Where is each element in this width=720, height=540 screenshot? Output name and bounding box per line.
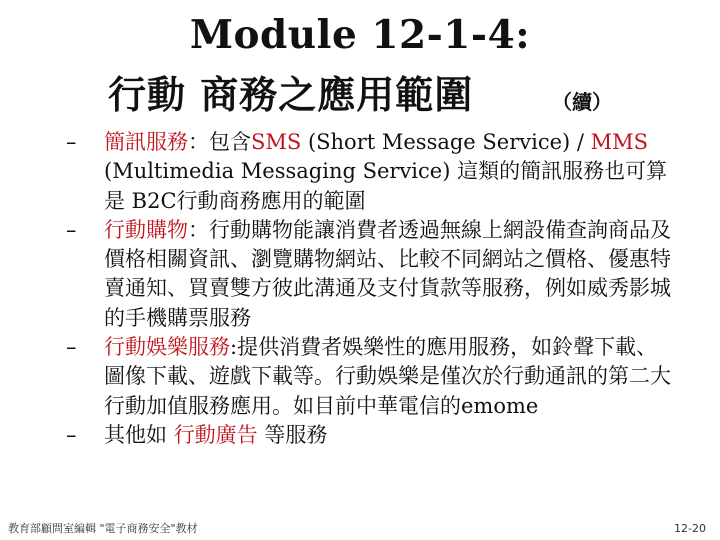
bullet-text: 其他如 <box>104 422 174 447</box>
bullet-keyword: 簡訊服務 <box>104 130 188 154</box>
keyword-mms: MMS <box>590 130 649 154</box>
bullet-keyword: 行動廣告 <box>173 422 258 447</box>
bullet-text: :提供消費者娛樂性的應用服務，如鈴聲下載、圖像下載、遊戲下載等。行動娛樂是僅次於行動通訊的第二大行動加值服務應用。如目前中華電信的emome <box>104 335 671 418</box>
bullet-dash: – <box>66 335 77 360</box>
bullet-text: (Short Message Service) / <box>301 130 591 154</box>
page-number: 12-20 <box>674 522 706 535</box>
bullet-mobile-entertainment <box>66 333 676 421</box>
bullet-sms <box>66 128 676 216</box>
bullet-text: ：行動購物能讓消費者透過無線上網設備查詢商品及價格相關資訊、瀏覽購物網站、比較不同網站之價格、優惠特賣通知、買賣雙方彼此溝通及支付貨款等服務，例如威秀影城的手機購票服務 <box>104 217 671 330</box>
bullet-mobile-shopping <box>66 216 676 333</box>
title-line-1: Module 12-1-4: <box>189 12 531 58</box>
bullet-dash: – <box>66 130 77 154</box>
bullet-text: (Multimedia Messaging Service) 這類的簡訊服務也可算是 B2C行動商務應用的範圍 <box>104 159 668 213</box>
keyword-sms: SMS <box>251 130 302 154</box>
bullet-text: ：包含 <box>188 130 251 154</box>
bullet-dash: – <box>66 422 77 447</box>
bullet-other <box>66 421 676 450</box>
bullet-dash: – <box>66 217 77 242</box>
footer-source: 教育部顧問室編輯 "電子商務安全"教材 <box>8 522 198 535</box>
title-line-2: 行動 商務之應用範圍 <box>108 72 474 117</box>
bullet-list <box>66 128 676 450</box>
bullet-text: 等服務 <box>257 422 328 447</box>
title-continued: （續） <box>552 90 612 114</box>
bullet-keyword: 行動娛樂服務 <box>104 335 230 360</box>
bullet-keyword: 行動購物 <box>104 217 188 242</box>
